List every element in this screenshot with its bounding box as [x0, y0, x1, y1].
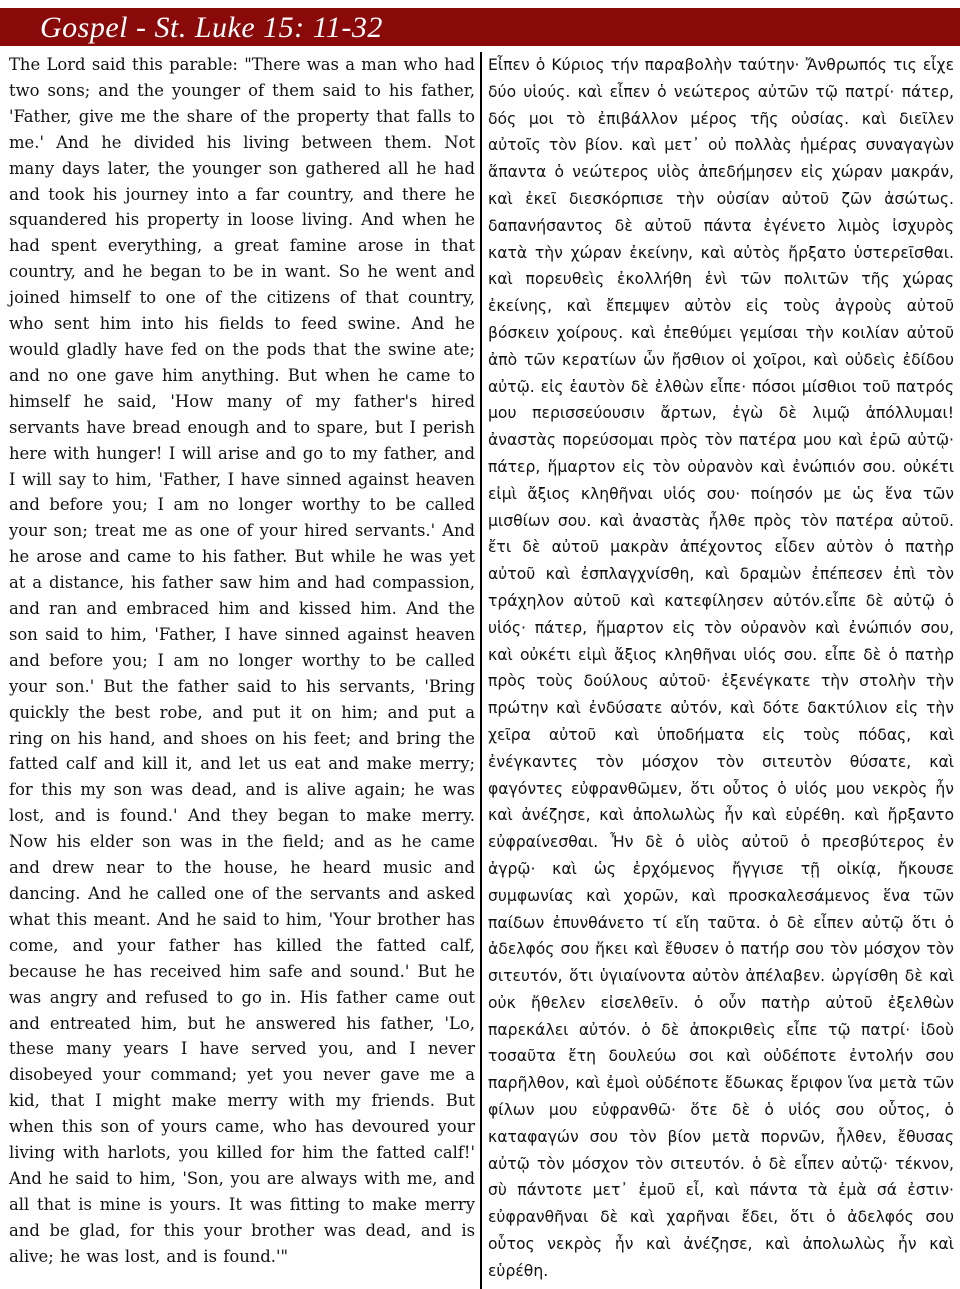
title-banner: [0, 8, 960, 46]
greek-text-column: Εἶπεν ὁ Κύριος τήν παραβολὴν ταύτην· Ἄνθρωπός τις εἶχε δύο υἱούς. καὶ εἶπεν ὁ νεώτερος αὐτῶν τῷ πατρί· πάτερ, δός μοι τὸ ἐπιβάλλον μέρος τῆς οὐσίας. καὶ διεῖλεν αὐτοῖς τὸν βίον. καὶ μετ᾿ οὐ πολλὰς ἡμέρας συναγαγὼν ἅπαντα ὁ νεώτερος υἱὸς ἀπεδήμησεν εἰς χώραν μακράν, καὶ ἐκεῖ διεσκόρπισε τὴν οὐσίαν αὐτοῦ ζῶν ἀσώτως. δαπανήσαντος δὲ αὐτοῦ πάντα ἐγένετο λιμὸς ἰσχυρὸς κατὰ τὴν χώραν ἐκείνην, καὶ αὐτὸς ἤρξατο ὑστερεῖσθαι. καὶ πορευθεὶς ἐκολλήθη ἑνὶ τῶν πολιτῶν τῆς χώρας ἐκείνης, καὶ ἔπεμψεν αὐτὸν εἰς τοὺς ἀγροὺς αὐτοῦ βόσκειν χοίρους. καὶ ἐπεθύμει γεμίσαι τὴν κοιλίαν αὐτοῦ ἀπὸ τῶν κερατίων ὧν ἤσθιον οἱ χοῖροι, καὶ οὐδεὶς ἐδίδου αὐτῷ. εἰς ἑαυτὸν δὲ ἐλθὼν εἶπε· πόσοι μίσθιοι τοῦ πατρός μου περισσεύουσιν ἄρτων, ἐγὼ δὲ λιμῷ ἀπόλλυμαι!ἀναστὰς πορεύσομαι πρὸς τὸν πατέρα μου καὶ ἐρῶ αὐτῷ· πάτερ, ἥμαρτον εἰς τὸν οὐρανὸν καὶ ἐνώπιόν σου. οὐκέτι εἰμὶ ἄξιος κληθῆναι υἱός σου· ποίησόν με ὡς ἕνα τῶν μισθίων σου. καὶ ἀναστὰς ἦλθε πρὸς τὸν πατέρα αὐτοῦ. ἔτι δὲ αὐτοῦ μακρὰν ἀπέχοντος εἶδεν αὐτὸν ὁ πατὴρ αὐτοῦ καὶ ἐσπλαγχνίσθη, καὶ δραμὼν ἐπέπεσεν ἐπὶ τὸν τράχηλον αὐτοῦ καὶ κατεφίλησεν αὐτόν.εἶπε δὲ αὐτῷ ὁ υἱός· πάτερ, ἥμαρτον εἰς τὸν οὐρανὸν καὶ ἐνώπιόν σου, καὶ οὐκέτι εἰμὶ ἄξιος κληθῆναι υἱός σου. εἶπε δὲ ὁ πατὴρ πρὸς τοὺς δούλους αὐτοῦ· ἐξενέγκατε τὴν στολὴν τὴν πρώτην καὶ ἐνδύσατε αὐτόν, καὶ δότε δακτύλιον εἰς τὴν χεῖρα αὐτοῦ καὶ ὑποδήματα εἰς τοὺς πόδας, καὶ ἐνέγκαντες τὸν μόσχον τὸν σιτευτὸν θύσατε, καὶ φαγόντες εὐφρανθῶμεν, ὅτι οὗτος ὁ υἱός μου νεκρὸς ἦν καὶ ἀνέζησε, καὶ ἀπολωλὼς ἦν καὶ εὑρέθη. καὶ ἤρξαντο εὐφραίνεσθαι. Ἦν δὲ ὁ υἱὸς αὐτοῦ ὁ πρεσβύτερος ἐν ἀγρῷ· καὶ ὡς ἐρχόμενος ἤγγισε τῇ οἰκίᾳ, ἤκουσε συμφωνίας καὶ χορῶν, καὶ προσκαλεσάμενος ἕνα τῶν παίδων ἐπυνθάνετο τί εἴη ταῦτα. ὁ δὲ εἶπεν αὐτῷ ὅτι ὁ ἀδελφός σου ἥκει καὶ ἔθυσεν ὁ πατήρ σου τὸν μόσχον τὸν σιτευτόν, ὅτι ὑγιαίνοντα αὐτὸν ἀπέλαβεν. ὠργίσθη δὲ καὶ οὐκ ἤθελεν εἰσελθεῖν. ὁ οὖν πατὴρ αὐτοῦ ἐξελθὼν παρεκάλει αὐτόν. ὁ δὲ ἀποκριθεὶς εἶπε τῷ πατρί· ἰδοὺ τοσαῦτα ἔτη δουλεύω σοι καὶ οὐδέποτε ἐντολήν σου παρῆλθον, καὶ ἐμοὶ οὐδέποτε ἔδωκας ἔριφον ἵνα μετὰ τῶν φίλων μου εὐφρανθῶ· ὅτε δὲ ὁ υἱός σου οὗτος, ὁ καταφαγών σου τὸν βίον μετὰ πορνῶν, ἦλθεν, ἔθυσας αὐτῷ τὸν μόσχον τὸν σιτευτόν. ὁ δὲ εἶπεν αὐτῷ· τέκνον, σὺ πάντοτε μετ᾿ ἐμοῦ εἶ, καὶ πάντα τὰ ἐμὰ σά ἐστιν· εὐφρανθῆναι δὲ καὶ χαρῆναι ἔδει, ὅτι ὁ ἀδελφός σου οὗτος νεκρὸς ἦν καὶ ἀνέζησε, καὶ ἀπολωλὼς ἦν καὶ εὑρέθη.: [488, 56, 954, 1280]
english-text-column: The Lord said this parable: "There was a man who had two sons; and the younger of them said to his father, 'Father, give me the share of the property that falls to me.' And he divided his living between them. Not many days later, the younger son gathered all he had and took his journey into a far country, and there he squandered his property in loose living. And when he had spent everything, a great famine arose in that country, and he began to be in want. So he went and joined himself to one of the citizens of that country, who sent him into his fields to feed swine. And he would gladly have fed on the pods that the swine ate; and no one gave him anything. But when he came to himself he said, 'How many of my father's hired servants have bread enough and to spare, but I perish here with hunger! I will arise and go to my father, and I will say to him, 'Father, I have sinned against heaven and before you; I am no longer worthy to be called your son; treat me as one of your hired servants.' And he arose and came to his father. But while he was yet at a distance, his father saw him and had compassion, and ran and embraced him and kissed him. And the son said to him, 'Father, I have sinned against heaven and before you; I am no longer worthy to be called your son.' But the father said to his servants, 'Bring quickly the best robe, and put it on him; and put a ring on his hand, and shoes on his feet; and bring the fatted calf and kill it, and let us eat and make merry; for this my son was dead, and is alive again; he was lost, and is found.' And they began to make merry. Now his elder son was in the field; and as he came and drew near to the house, he heard music and dancing. And he called one of the servants and asked what this meant. And he said to him, 'Your brother has come, and your father has killed the fatted calf, because he has received him safe and sound.' But he was angry and refused to go in. His father came out and entreated him, but he answered his father, 'Lo, these many years I have served you, and I never disobeyed your command; yet you never gave me a kid, that I might make merry with my friends. But when this son of yours came, who has devoured your living with harlots, you killed for him the fatted calf!' And he said to him, 'Son, you are always with me, and all that is mine is yours. It was fitting to make merry and be glad, for this your brother was dead, and is alive; he was lost, and is found.'": [9, 55, 475, 1266]
page-title: Gospel - St. Luke 15: 11-32: [40, 11, 383, 44]
column-divider: [480, 52, 482, 1289]
